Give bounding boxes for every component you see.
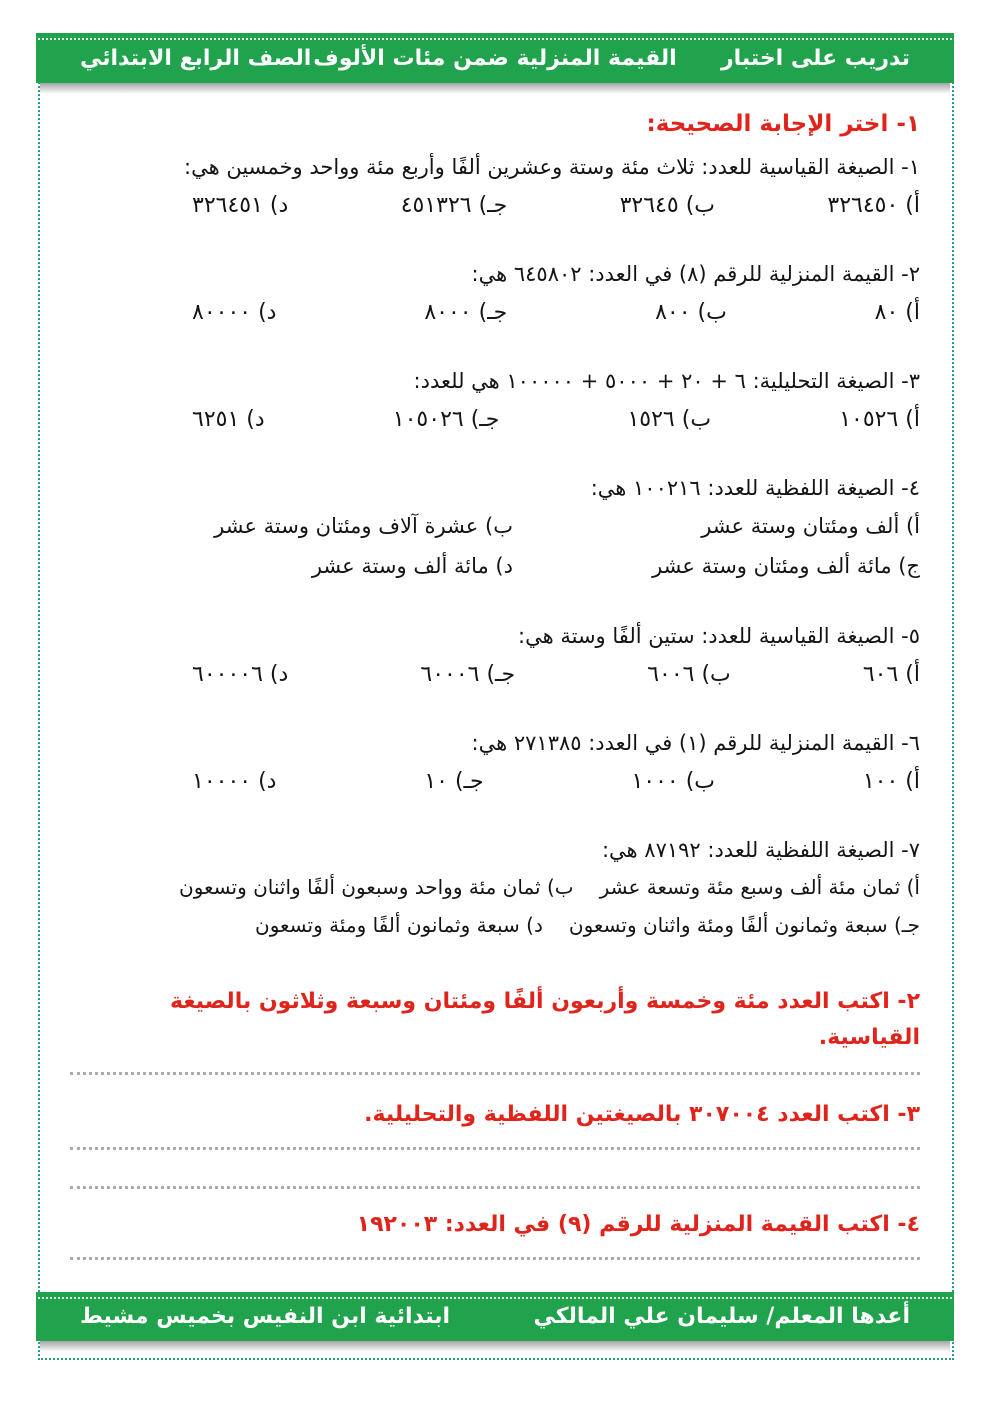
answer-line (70, 1147, 920, 1150)
option-d: د) ٦٢٥١ (192, 407, 265, 432)
header-lesson-title: القيمة المنزلية ضمن مئات الألوف (313, 45, 677, 71)
option-a: أ) ألف ومئتان وستة عشر (701, 514, 920, 538)
options-line-2 (72, 906, 920, 944)
option-c: جـ) ١٠ (424, 769, 484, 794)
options-row (72, 657, 920, 693)
option-d: د) سبعة وثمانون ألفًا ومئة وتسعون (255, 913, 543, 937)
option-a: أ) ٨٠ (874, 300, 920, 325)
option-d: د) ٦٠٠٠٠٦ (192, 662, 289, 687)
header-bar (36, 33, 954, 83)
options-row (72, 295, 920, 331)
option-d: د) ١٠٠٠٠ (192, 769, 277, 794)
option-b: ب) ٦٠٠٦ (647, 662, 731, 687)
option-d: د) مائة ألف وستة عشر (311, 554, 513, 578)
options-row (72, 402, 920, 438)
option-b: ب) ١٥٢٦ (627, 407, 712, 432)
question-text: ٢- القيمة المنزلية للرقم (٨) في العدد: ٦٤٥٨٠٢ هي: (471, 262, 920, 286)
mcq-question-5 (72, 618, 920, 693)
answer-line (70, 1072, 920, 1075)
answer-line (70, 1186, 920, 1189)
option-a: أ) ٦٠٦ (862, 662, 920, 687)
option-c: جـ) ٦٠٠٠٦ (420, 662, 516, 687)
option-c: جـ) ٤٥١٣٢٦ (400, 193, 508, 218)
option-d: د) ٣٢٦٤٥١ (192, 193, 289, 218)
written-question-2: ٢- اكتب العدد مئة وخمسة وأربعون ألفًا ومئتان وسبعة وثلاثون بالصيغة القياسية. (170, 989, 920, 1050)
section1-title: ١- اختر الإجابة الصحيحة: (646, 111, 920, 137)
option-b: ب) ٣٢٦٤٥ (619, 193, 715, 218)
option-a: أ) ٣٢٦٤٥٠ (827, 193, 920, 218)
question-text: ٦- القيمة المنزلية للرقم (١) في العدد: ٢٧١٣٨٥ هي: (471, 731, 920, 755)
option-c: جـ) سبعة وثمانون ألفًا ومئة واثنان وتسعون (568, 913, 920, 937)
footer-school-name: ابتدائية ابن النفيس بخميس مشيط (80, 1304, 451, 1329)
option-c: جـ) ٨٠٠٠ (424, 300, 508, 325)
option-c: ج) مائة ألف ومئتان وستة عشر (652, 554, 920, 578)
mcq-question-4 (72, 470, 920, 586)
options-grid (72, 506, 920, 586)
option-a: أ) ثمان مئة ألف وسبع مئة وتسعة عشر (599, 875, 920, 899)
option-d: د) ٨٠٠٠٠ (192, 300, 277, 325)
footer-bar (36, 1292, 954, 1341)
option-b: ب) عشرة آلاف ومئتان وستة عشر (214, 514, 513, 538)
mcq-question-2 (72, 256, 920, 331)
mcq-question-3 (72, 363, 920, 438)
options-row (72, 764, 920, 800)
written-question-4: ٤- اكتب القيمة المنزلية للرقم (٩) في العدد: ١٩٢٠٠٣ (356, 1212, 920, 1237)
option-b: ب) ١٠٠٠ (631, 769, 715, 794)
header-grade: الصف الرابع الابتدائي (80, 45, 312, 71)
question-text: ٧- الصيغة اللفظية للعدد: ٨٧١٩٢ هي: (601, 838, 920, 862)
option-b: ب) ٨٠٠ (655, 300, 727, 325)
question-text: ٣- الصيغة التحليلية: ٦ + ٢٠ + ٥٠٠٠ + ١٠٠٠٠٠ هي للعدد: (413, 369, 920, 393)
mcq-question-6 (72, 725, 920, 800)
option-a: أ) ١٠٠ (862, 769, 920, 794)
worksheet-content (72, 95, 920, 1260)
mcq-question-7 (72, 832, 920, 944)
options-row (72, 188, 920, 224)
footer-teacher-name: أعدها المعلم/ سليمان علي المالكي (533, 1304, 910, 1329)
options-line-1 (72, 868, 920, 906)
mcq-question-1 (72, 149, 920, 224)
option-c: جـ) ١٠٥٠٢٦ (392, 407, 500, 432)
question-text: ٤- الصيغة اللفظية للعدد: ١٠٠٢١٦ هي: (590, 476, 920, 500)
question-text: ٥- الصيغة القياسية للعدد: ستين ألفًا وستة هي: (518, 624, 920, 648)
option-a: أ) ١٠٥٢٦ (839, 407, 920, 432)
written-question-3: ٣- اكتب العدد ٣٠٧٠٠٤ بالصيغتين اللفظية والتحليلية. (364, 1102, 920, 1127)
option-b: ب) ثمان مئة وواحد وسبعون ألفًا واثنان وتسعون (179, 875, 574, 899)
header-exam-type: تدريب على اختبار (720, 45, 910, 71)
answer-line (70, 1257, 920, 1260)
question-text: ١- الصيغة القياسية للعدد: ثلاث مئة وستة وعشرين ألفًا وأربع مئة وواحد وخمسين هي: (184, 155, 920, 179)
